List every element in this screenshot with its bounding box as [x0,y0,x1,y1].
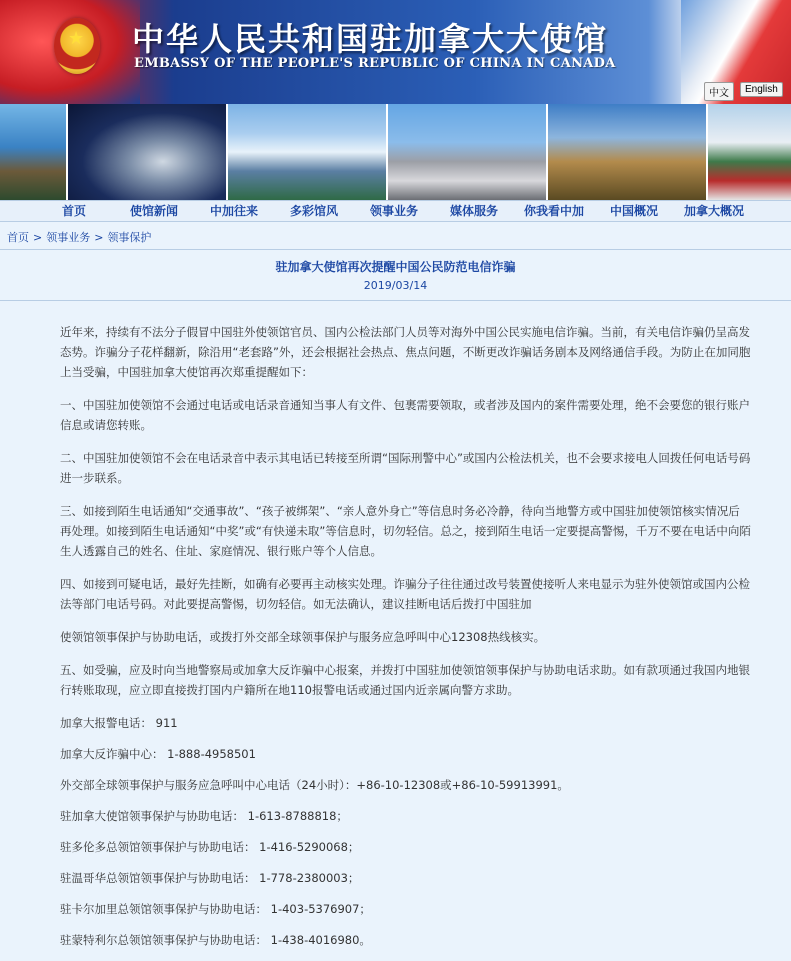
nav-item-media-services[interactable]: 媒体服务 [449,204,498,218]
article-paragraph: 二、中国驻加使领馆不会在电话录音中表示其电话已转接至所谓“国际刑警中心”或国内公检法机关，也不会要求接电人回拨任何电话号码进一步联系。 [60,451,751,485]
nav-item-canada-overview[interactable]: 加拿大概况 [683,204,744,218]
article-date: 2019/03/14 [0,279,791,301]
contact-line-vancouver: 驻温哥华总领馆领事保护与协助电话： 1-778-2380003； [60,871,360,885]
breadcrumb-separator: > [33,231,43,244]
photo-birds-nest-stadium [388,104,548,200]
breadcrumb-home[interactable]: 首页 [7,231,29,244]
site-subtitle: EMBASSY OF THE PEOPLE'S REPUBLIC OF CHINA IN CANADA [134,56,616,71]
contact-line-antifraud: 加拿大反诈骗中心： 1-888-4958501 [60,747,256,761]
article-paragraph: 一、中国驻加使领馆不会通过电话或电话录音通知当事人有文件、包裹需要领取，或者涉及国内的案件需要处理，绝不会要您的银行账户信息或请您转账。 [60,398,750,432]
nav-item-you-and-me[interactable]: 你我看中加 [523,204,584,218]
contact-line-embassy: 驻加拿大使馆领事保护与协助电话： 1-613-8788818； [60,809,348,823]
contact-line-police: 加拿大报警电话： 911 [60,716,178,730]
photo-great-wall [548,104,708,200]
article-paragraph: 近年来，持续有不法分子假冒中国驻外使领馆官员、国内公检法部门人员等对海外中国公民实施电信诈骗。当前，有关电信诈骗仍呈高发态势。诈骗分子花样翻新，除沿用“老套路”外，还会根据社会热点、焦点问题，不断更改诈骗话务剧本及网络通信手段。为防止在加同胞上当受骗，中国驻加拿大使馆再次郑重提醒如下： [60,325,751,379]
lang-english-button[interactable]: English [740,82,783,97]
nav-item-embassy-life[interactable]: 多彩馆风 [289,204,338,218]
photo-landscape [0,104,68,200]
nav-item-embassy-news[interactable]: 使馆新闻 [129,204,178,218]
photo-national-theatre [68,104,228,200]
article-title: 驻加拿大使馆再次提醒中国公民防范电信诈骗 [275,260,516,274]
main-nav [0,200,791,222]
article-paragraph: 四、如接到可疑电话，最好先挂断，如确有必要再主动核实处理。诈骗分子往往通过改号装置使接听人来电显示为驻外使领馆或国内公检法等部门电话号码。对此要提高警惕，切勿轻信。如无法确认，建议挂断电话后拨打中国驻加 [60,577,750,611]
article-paragraph: 五、如受骗，应及时向当地警察局或加拿大反诈骗中心报案，并拨打中国驻加使领馆领事保护与协助电话求助。如有款项通过我国内地银行转账取现，应立即直接拨打国内户籍所在地110报警电话或通过国内近亲属向警方求助。 [60,663,750,697]
breadcrumb-consular[interactable]: 领事业务 [46,231,91,244]
nav-item-home[interactable]: 首页 [61,204,86,218]
site-banner [0,0,791,104]
photo-strip [0,104,791,200]
breadcrumb-consular-protection[interactable]: 领事保护 [107,231,152,244]
site-title: 中华人民共和国驻加拿大大使馆 [132,20,609,58]
breadcrumb-separator: > [94,231,104,244]
contact-line-montreal: 驻蒙特利尔总领馆领事保护与协助电话： 1-438-4016980。 [60,933,371,947]
lang-chinese-button[interactable]: 中文 [704,82,734,101]
contact-line-calgary: 驻卡尔加里总领馆领事保护与协助电话： 1-403-5376907； [60,902,371,916]
contact-line-toronto: 驻多伦多总领馆领事保护与协助电话： 1-416-5290068； [60,840,360,854]
nav-item-china-canada-relations[interactable]: 中加往来 [209,204,258,218]
article-paragraph: 使领馆领事保护与协助电话，或拨打外交部全球领事保护与服务应急呼叫中心12308热线核实。 [60,630,546,644]
contact-line-mfa-hotline: 外交部全球领事保护与服务应急呼叫中心电话（24小时）：+86-10-12308或+86-10-59913991。 [60,778,569,792]
breadcrumb [0,227,791,250]
photo-totem-pole [708,104,791,200]
nav-item-consular-services[interactable]: 领事业务 [369,204,418,218]
national-emblem-icon [54,18,100,74]
article-body [0,322,791,961]
article-paragraph: 三、如接到陌生电话通知“交通事故”、“孩子被绑架”、“亲人意外身亡”等信息时务必冷静，待向当地警方或中国驻加使领馆核实情况后再处理。如接到陌生电话通知“中奖”或“有快递未取”等信息时，切勿轻信。总之，接到陌生电话一定要提高警惕，千万不要在电话中向陌生人透露自己的姓名、住址、家庭情况、银行账户等个人信息。 [60,504,751,558]
nav-item-china-overview[interactable]: 中国概况 [609,204,658,218]
photo-niagara-falls [228,104,388,200]
